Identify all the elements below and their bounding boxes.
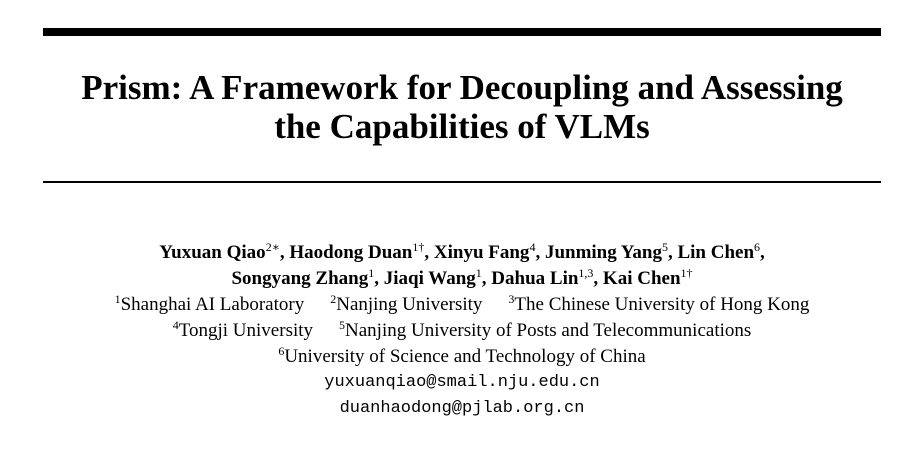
author-line-2 <box>0 266 924 292</box>
author-junming-yang <box>545 242 678 263</box>
author-separator: , <box>535 242 545 263</box>
affiliation-njupt <box>339 320 751 341</box>
affiliation-nanjing-university <box>330 294 482 315</box>
author-name: Kai Chen <box>602 268 681 289</box>
author-marks: 5 <box>661 240 668 254</box>
author-separator: , <box>593 268 603 289</box>
author-name: Xinyu Fang <box>433 242 530 263</box>
email-yuxuan-qiao[interactable]: yuxuanqiao@smail.nju.edu.cn <box>324 373 600 392</box>
author-block <box>0 240 924 422</box>
top-rule <box>43 28 881 36</box>
author-dahua-lin <box>491 268 603 289</box>
affiliation-shanghai-ai-lab <box>115 294 305 315</box>
author-songyang-zhang <box>231 268 383 289</box>
affiliation-name: Tongji University <box>178 320 314 341</box>
author-marks: 2∗ <box>265 240 280 254</box>
author-marks: 1† <box>412 240 425 254</box>
author-marks: 4 <box>529 240 536 254</box>
author-separator: , <box>667 242 678 263</box>
author-name: Haodong Duan <box>289 242 413 263</box>
author-separator: , <box>424 242 434 263</box>
affiliation-name: Shanghai AI Laboratory <box>120 294 305 315</box>
author-name: Dahua Lin <box>491 268 579 289</box>
author-marks: 1 <box>368 266 375 280</box>
author-haodong-duan <box>289 242 434 263</box>
author-xinyu-fang <box>434 242 545 263</box>
author-separator: , <box>481 268 492 289</box>
author-marks: 1† <box>680 266 693 280</box>
author-lin-chen <box>677 242 764 263</box>
affiliation-mark: 5 <box>339 318 346 332</box>
author-line-1 <box>0 240 924 266</box>
author-marks: 1 <box>475 266 482 280</box>
affiliation-mark: 4 <box>172 318 179 332</box>
email-haodong-duan[interactable]: duanhaodong@pjlab.org.cn <box>339 399 585 418</box>
author-name: Yuxuan Qiao <box>159 242 266 263</box>
author-marks: 6 <box>754 240 761 254</box>
affiliation-mark: 3 <box>508 292 515 306</box>
affiliation-name: Nanjing University <box>336 294 483 315</box>
author-separator: , <box>760 242 765 263</box>
bottom-rule <box>43 181 881 183</box>
affiliation-name: Nanjing University of Posts and Telecommunications <box>345 320 752 341</box>
affiliation-mark: 1 <box>114 292 121 306</box>
title-line-1: Prism: A Framework for Decoupling and Assessing <box>81 68 843 107</box>
author-yuxuan-qiao <box>159 242 289 263</box>
author-name: Jiaqi Wang <box>383 268 476 289</box>
author-kai-chen <box>603 268 693 289</box>
author-separator: , <box>374 268 384 289</box>
affiliation-tongji-university <box>173 320 313 341</box>
affiliation-name: The Chinese University of Hong Kong <box>514 294 810 315</box>
paper-title <box>0 68 924 146</box>
author-name: Songyang Zhang <box>231 268 369 289</box>
affiliation-name: University of Science and Technology of China <box>284 346 646 367</box>
author-marks: 1,3 <box>578 266 594 280</box>
affiliation-cuhk <box>508 294 809 315</box>
affiliation-mark: 2 <box>330 292 337 306</box>
affiliation-line-2 <box>0 318 924 344</box>
author-name: Lin Chen <box>677 242 755 263</box>
author-name: Junming Yang <box>544 242 662 263</box>
affiliation-mark: 6 <box>278 344 285 358</box>
title-line-2: the Capabilities of VLMs <box>274 107 650 146</box>
author-jiaqi-wang <box>384 268 492 289</box>
affiliation-ustc <box>278 346 645 367</box>
author-separator: , <box>279 242 290 263</box>
affiliation-line-1 <box>0 292 924 318</box>
affiliation-line-3 <box>0 344 924 370</box>
